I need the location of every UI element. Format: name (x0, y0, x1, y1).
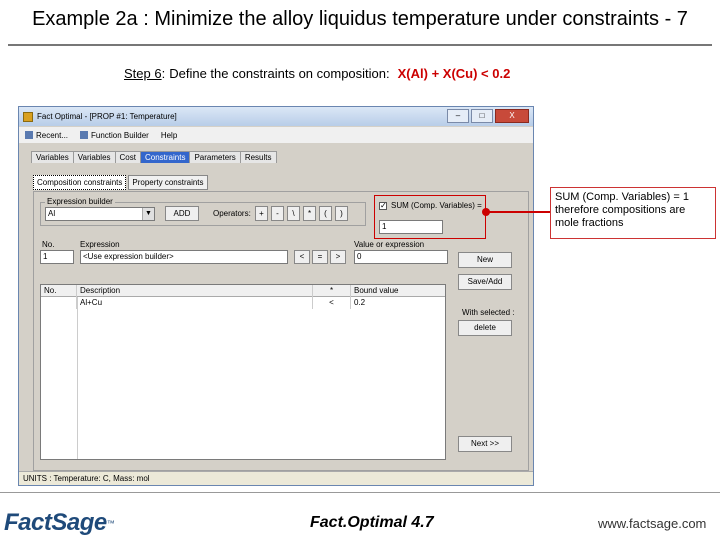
constraint-expression: X(Al) + X(Cu) < 0.2 (397, 66, 511, 81)
tab-parameters[interactable]: Parameters (189, 151, 240, 163)
tab-results[interactable]: Results (240, 151, 277, 163)
menu-function-builder-label: Function Builder (91, 130, 149, 140)
no-field[interactable]: 1 (40, 250, 74, 264)
step-text: Define the constraints on composition (169, 66, 387, 81)
operator-divide-button[interactable]: \ (287, 206, 300, 221)
expression-builder-label: Expression builder (47, 197, 113, 206)
delete-button[interactable]: delete (458, 320, 512, 336)
window-titlebar[interactable] (19, 107, 533, 126)
operator-close-paren-button[interactable]: ) (335, 206, 348, 221)
column-header-description[interactable]: Description (77, 285, 313, 297)
subtab-property-constraints[interactable]: Property constraints (128, 175, 207, 190)
cell-no (41, 297, 77, 309)
website-url[interactable]: www.factsage.com (598, 516, 707, 531)
menu-bar (19, 127, 533, 143)
subtab-composition-constraints[interactable]: Composition constraints (33, 175, 126, 190)
window-controls (447, 109, 529, 123)
move-left-button[interactable]: < (294, 250, 310, 264)
operator-minus-button[interactable]: - (271, 206, 284, 221)
sum-value-field[interactable]: 1 (379, 220, 443, 234)
menu-function-builder[interactable] (74, 131, 155, 140)
expression-field[interactable]: <Use expression builder> (80, 250, 288, 264)
table-header (41, 285, 445, 297)
trademark-icon: ™ (106, 518, 115, 528)
title-divider (8, 44, 712, 46)
add-button[interactable]: ADD (165, 206, 199, 221)
footer-divider (0, 492, 720, 493)
maximize-button[interactable]: □ (471, 109, 493, 123)
move-right-button[interactable]: > (330, 250, 346, 264)
menu-help[interactable]: Help (160, 130, 178, 140)
fact-optimal-window (18, 106, 534, 486)
operator-plus-button[interactable]: + (255, 206, 268, 221)
constraints-table[interactable] (40, 284, 446, 460)
main-tabs (31, 151, 276, 163)
constraints-panel (33, 191, 529, 471)
column-divider (77, 297, 78, 459)
no-label: No. (42, 240, 55, 249)
constraint-subtabs (33, 175, 208, 190)
sum-constraint-box (374, 195, 486, 239)
minimize-button[interactable]: – (447, 109, 469, 123)
cell-operator: < (313, 297, 351, 309)
function-icon (80, 131, 88, 139)
value-label: Value or expression (354, 240, 425, 249)
expression-builder-group (40, 197, 366, 226)
window-title: Fact Optimal - [PROP #1: Temperature] (37, 112, 177, 121)
save-add-button[interactable]: Save/Add (458, 274, 512, 290)
tab-variables-2[interactable]: Variables (73, 151, 116, 163)
column-header-bound-value[interactable]: Bound value (354, 286, 399, 295)
app-icon (23, 112, 33, 122)
operators-label: Operators: (213, 209, 251, 218)
logo-text: FactSage (4, 509, 107, 536)
chevron-down-icon[interactable]: ▼ (142, 208, 154, 220)
tab-constraints[interactable]: Constraints (140, 151, 190, 163)
menu-recent-label: Recent... (36, 130, 69, 140)
with-selected-label: With selected : (462, 308, 515, 317)
tab-variables-1[interactable]: Variables (31, 151, 74, 163)
element-select[interactable] (45, 207, 155, 221)
folder-icon (25, 131, 33, 139)
operator-multiply-button[interactable]: * (303, 206, 316, 221)
cell-bound-value: 0.2 (354, 298, 366, 307)
next-button[interactable]: Next >> (458, 436, 512, 452)
step-instruction (124, 66, 510, 81)
column-header-no[interactable]: No. (41, 285, 77, 297)
value-field[interactable]: 0 (354, 250, 448, 264)
status-bar: UNITS : Temperature: C, Mass: mol (19, 471, 533, 485)
slide-title: Example 2a : Minimize the alloy liquidus temperature under constraints - 7 (32, 8, 688, 30)
factsage-logo (4, 508, 115, 538)
equals-button[interactable]: = (312, 250, 328, 264)
column-header-operator[interactable]: * (313, 285, 351, 297)
sum-checkbox[interactable]: ✓ (380, 201, 387, 210)
callout-arrow (487, 211, 550, 213)
sum-checkbox-label: SUM (Comp. Variables) = (391, 201, 482, 210)
expression-label: Expression (80, 240, 120, 249)
new-button[interactable]: New (458, 252, 512, 268)
step-colon-2: : (386, 66, 390, 81)
product-name: Fact.Optimal 4.7 (310, 514, 434, 531)
table-row[interactable] (41, 297, 445, 309)
menu-recent[interactable] (19, 131, 74, 140)
callout-note: SUM (Comp. Variables) = 1 therefore compositions are mole fractions (550, 187, 716, 239)
cell-description: Al+Cu (77, 297, 313, 309)
step-label: Step 6 (124, 66, 162, 81)
tab-cost[interactable]: Cost (115, 151, 141, 163)
close-button[interactable]: X (495, 109, 529, 123)
step-colon: : (161, 66, 166, 81)
element-select-value: Al (48, 209, 56, 218)
operator-open-paren-button[interactable]: ( (319, 206, 332, 221)
